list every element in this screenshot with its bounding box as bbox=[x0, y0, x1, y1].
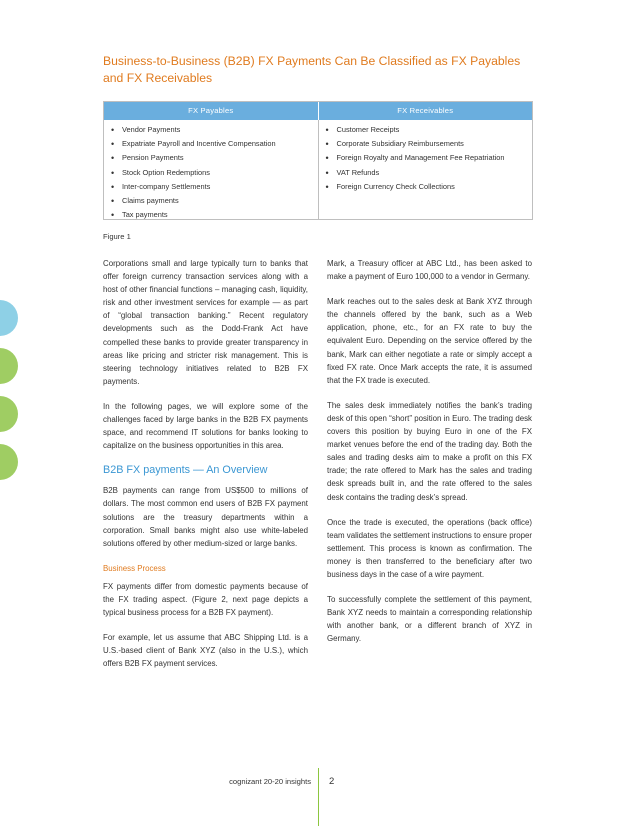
paragraph: The sales desk immediately notifies the bank’s trading desk of this open “short” position in Euro. The trading desk covers this position by buying Euro in one of the FX market venues before the end of the trading day. Both the sales and trading desks aim to make a profit on this FX trade; the rate offered to Mark has the sales and trading desk spreads built in, and the rate offered to the sales desk contains the trading desk’s spread. bbox=[327, 400, 532, 502]
subsection-heading: Business Process bbox=[103, 563, 166, 573]
paragraph: Mark, a Treasury officer at ABC Ltd., has been asked to make a payment of Euro 100,000 to a vendor in Germany. bbox=[327, 259, 532, 282]
paragraph: FX payments differ from domestic payments because of the FX trading aspect. (Figure 2, next page depicts a typical business process for a B2B FX payment). bbox=[103, 581, 308, 617]
paragraph: To successfully complete the settlement of this payment, Bank XYZ needs to maintain a corresponding relationship with another bank, or a different branch of XYZ in Germany. bbox=[327, 595, 532, 644]
figure-label: Figure 1 bbox=[103, 232, 131, 241]
footer-publication: cognizant 20-20 insights bbox=[229, 777, 311, 786]
side-tab-green-1 bbox=[0, 348, 18, 384]
paragraph: For example, let us assume that ABC Shipping Ltd. is a U.S.-based client of Bank XYZ (also in the U.S.), which offers B2B FX payment services. bbox=[103, 633, 308, 669]
list-item: • Tax payments bbox=[111, 210, 168, 221]
list-item: • VAT Refunds bbox=[325, 167, 380, 178]
paragraph: Mark reaches out to the sales desk at Bank XYZ through the channels offered by the bank, such as a Web application, phone, etc., for an FX rate to buy the equivalent Euro. Depending on the service offered by the bank, Mark can either negotiate a rate or simply accept a fixed FX rate. Once Mark accepts the rate, it is assumed that the FX trade is executed. bbox=[327, 297, 532, 385]
page-title: Business-to-Business (B2B) FX Payments Can Be Classified as FX Payables and FX Receivables bbox=[103, 54, 521, 85]
page-number: 2 bbox=[329, 776, 335, 787]
payables-column bbox=[104, 120, 319, 219]
list-item: • Inter-company Settlements bbox=[111, 181, 211, 192]
list-item: • Expatriate Payroll and Incentive Compensation bbox=[111, 139, 276, 150]
header-fx-receivables: FX Receivables bbox=[397, 106, 454, 115]
side-tab-green-2 bbox=[0, 396, 18, 432]
list-item: • Vendor Payments bbox=[111, 125, 181, 135]
list-item: • Foreign Currency Check Collections bbox=[325, 181, 455, 192]
paragraph: In the following pages, we will explore some of the challenges faced by large banks in the B2B FX payments space, and recommend IT solutions for banks looking to capitalize on the business opportunities in this area. bbox=[103, 401, 308, 451]
side-tab-blue bbox=[0, 300, 18, 336]
list-item: • Pension Payments bbox=[111, 153, 184, 164]
list-item: • Corporate Subsidiary Reimbursements bbox=[325, 139, 464, 150]
list-item: • Claims payments bbox=[111, 196, 179, 207]
paragraph: Once the trade is executed, the operations (back office) team validates the settlement instructions to ensure proper settlement. This process is known as confirmation. The money is then transferred to the beneficiary after two business days in the case of a wire payment. bbox=[327, 517, 532, 579]
paragraph: B2B payments can range from US$500 to millions of dollars. The most common end users of B2B FX payment solutions are the treasury departments within a corporation. Small banks might also use white-labeled solutions offered by other medium-sized or large banks. bbox=[103, 486, 308, 548]
paragraph: Corporations small and large typically turn to banks that offer foreign currency transaction services along with a host of other financial functions – managing cash, liquidity, risk and other investment services for example — as part of “global transaction banking.” Recent regulatory developments such as the Dodd-Frank Act have compelled these banks to provide greater transparency in areas like pricing and stricter risk management. This is steering technology initiatives related to B2B FX payments. bbox=[103, 259, 308, 386]
section-heading: B2B FX payments — An Overview bbox=[103, 464, 268, 477]
receivables-column bbox=[319, 120, 533, 219]
footer-divider bbox=[318, 768, 319, 826]
table-header bbox=[104, 102, 532, 120]
list-item: • Foreign Royalty and Management Fee Repatriation bbox=[325, 153, 505, 164]
right-column bbox=[327, 257, 532, 657]
header-fx-payables: FX Payables bbox=[104, 102, 319, 120]
fx-classification-table bbox=[103, 101, 533, 220]
side-tab-green-3 bbox=[0, 444, 18, 480]
left-column bbox=[103, 257, 308, 682]
list-item: • Customer Receipts bbox=[325, 125, 400, 135]
list-item: • Stock Option Redemptions bbox=[111, 167, 210, 178]
